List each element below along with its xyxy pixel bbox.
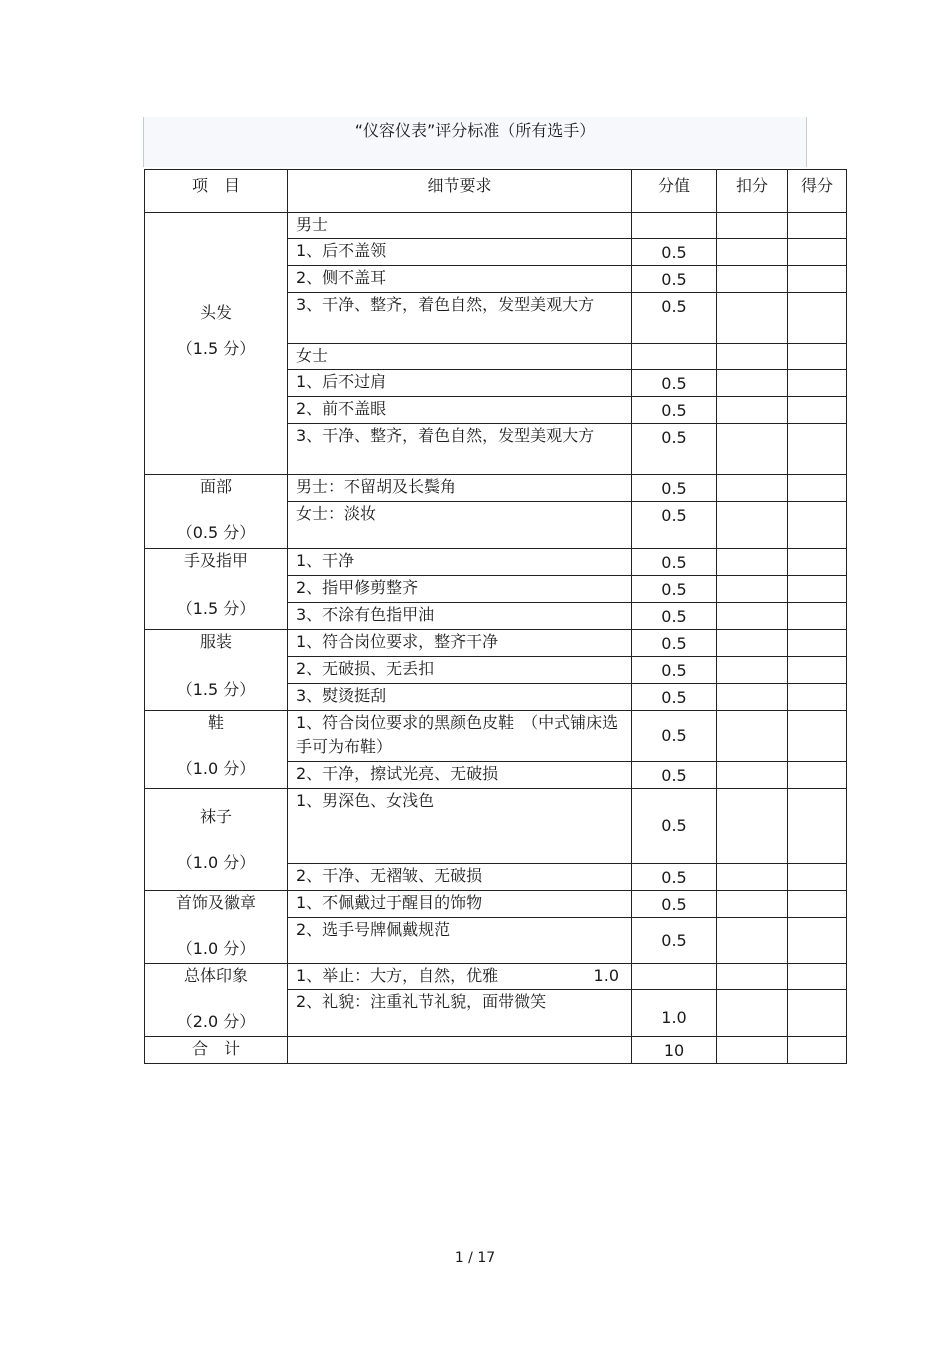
get-cell[interactable]: [788, 684, 847, 711]
detail-cell: [288, 1037, 632, 1064]
category-face: 面部 （0.5 分）: [145, 475, 288, 549]
header-get: 得分: [788, 170, 847, 213]
deduct-cell[interactable]: [717, 293, 788, 344]
score-cell: 0.5: [632, 576, 717, 603]
score-cell: 0.5: [632, 239, 717, 266]
deduct-cell[interactable]: [717, 990, 788, 1037]
detail-cell: 2、侧不盖耳: [288, 266, 632, 293]
score-cell: 0.5: [632, 603, 717, 630]
get-cell[interactable]: [788, 964, 847, 990]
total-label: 合 计: [145, 1037, 288, 1064]
get-cell[interactable]: [788, 239, 847, 266]
table-row: [145, 711, 847, 762]
deduct-cell[interactable]: [717, 684, 788, 711]
get-cell[interactable]: [788, 603, 847, 630]
get-cell[interactable]: [788, 576, 847, 603]
score-cell: 1.0: [632, 990, 717, 1037]
deduct-cell[interactable]: [717, 603, 788, 630]
score-cell: 0.5: [632, 864, 717, 891]
detail-cell: 2、指甲修剪整齐: [288, 576, 632, 603]
score-cell: 0.5: [632, 684, 717, 711]
table-row-total: [145, 1037, 847, 1064]
score-cell: 0.5: [632, 657, 717, 684]
get-cell[interactable]: [788, 293, 847, 344]
detail-cell: 女士：淡妆: [288, 502, 632, 549]
deduct-cell[interactable]: [717, 213, 788, 239]
deduct-cell[interactable]: [717, 266, 788, 293]
score-cell: 0.5: [632, 918, 717, 964]
score-cell: 0.5: [632, 630, 717, 657]
score-cell: 0.5: [632, 397, 717, 424]
table-row: [145, 789, 847, 864]
deduct-cell[interactable]: [717, 762, 788, 789]
get-cell[interactable]: [788, 630, 847, 657]
inline-score: 1.0: [593, 966, 619, 985]
detail-cell: 3、不涂有色指甲油: [288, 603, 632, 630]
get-cell[interactable]: [788, 657, 847, 684]
category-overall: 总体印象 （2.0 分）: [145, 964, 288, 1037]
get-cell[interactable]: [788, 711, 847, 762]
deduct-cell[interactable]: [717, 576, 788, 603]
detail-cell: 女士: [288, 344, 632, 370]
detail-cell: 3、干净、整齐，着色自然，发型美观大方: [288, 293, 632, 344]
category-clothes: 服装 （1.5 分）: [145, 630, 288, 711]
score-cell: [632, 213, 717, 239]
deduct-cell[interactable]: [717, 891, 788, 918]
get-cell[interactable]: [788, 762, 847, 789]
score-cell: 0.5: [632, 370, 717, 397]
score-cell: [632, 964, 717, 990]
deduct-cell[interactable]: [717, 475, 788, 502]
title-box: [143, 117, 807, 167]
score-cell: 0.5: [632, 549, 717, 576]
deduct-cell[interactable]: [717, 397, 788, 424]
detail-cell: 2、干净、无褶皱、无破损: [288, 864, 632, 891]
get-cell[interactable]: [788, 891, 847, 918]
detail-cell: 男士：不留胡及长鬓角: [288, 475, 632, 502]
score-cell: 0.5: [632, 293, 717, 344]
table-row: [145, 213, 847, 239]
deduct-cell[interactable]: [717, 502, 788, 549]
detail-cell: 1、后不过肩: [288, 370, 632, 397]
detail-cell: 1、符合岗位要求的黑颜色皮鞋 （中式铺床选手可为布鞋）: [288, 711, 632, 762]
get-cell[interactable]: [788, 990, 847, 1037]
get-cell[interactable]: [788, 344, 847, 370]
score-table: [144, 169, 847, 1064]
detail-cell: 2、选手号牌佩戴规范: [288, 918, 632, 964]
score-cell: 0.5: [632, 891, 717, 918]
header-deduct: 扣分: [717, 170, 788, 213]
deduct-cell[interactable]: [717, 549, 788, 576]
page-number: 1 / 17: [454, 1250, 496, 1266]
deduct-cell[interactable]: [717, 964, 788, 990]
header-item: 项 目: [145, 170, 288, 213]
score-cell: 0.5: [632, 502, 717, 549]
score-cell: 0.5: [632, 711, 717, 762]
deduct-cell[interactable]: [717, 657, 788, 684]
get-cell[interactable]: [788, 789, 847, 864]
deduct-cell[interactable]: [717, 1037, 788, 1064]
table-row: [145, 549, 847, 576]
table-row: [145, 891, 847, 918]
detail-cell: 1、不佩戴过于醒目的饰物: [288, 891, 632, 918]
get-cell[interactable]: [788, 918, 847, 964]
category-shoes: 鞋 （1.0 分）: [145, 711, 288, 789]
score-cell: 0.5: [632, 266, 717, 293]
detail-cell: 1、后不盖领: [288, 239, 632, 266]
get-cell[interactable]: [788, 864, 847, 891]
header-score: 分值: [632, 170, 717, 213]
detail-cell: 1、男深色、女浅色: [288, 789, 632, 864]
score-cell: [632, 344, 717, 370]
deduct-cell[interactable]: [717, 424, 788, 475]
deduct-cell[interactable]: [717, 864, 788, 891]
get-cell[interactable]: [788, 502, 847, 549]
detail-cell: 3、熨烫挺刮: [288, 684, 632, 711]
total-value: 10: [632, 1037, 717, 1064]
get-cell[interactable]: [788, 424, 847, 475]
detail-cell: 1、干净: [288, 549, 632, 576]
score-cell: 0.5: [632, 424, 717, 475]
header-detail: 细节要求: [288, 170, 632, 213]
table-row: [145, 475, 847, 502]
get-cell[interactable]: [788, 213, 847, 239]
score-cell: 0.5: [632, 762, 717, 789]
detail-cell: 1、符合岗位要求，整齐干净: [288, 630, 632, 657]
category-hands: 手及指甲 （1.5 分）: [145, 549, 288, 630]
table-header-row: [145, 170, 847, 213]
detail-cell: 2、前不盖眼: [288, 397, 632, 424]
table-row: [145, 630, 847, 657]
category-hair: 头发 （1.5 分）: [145, 213, 288, 475]
score-cell: 0.5: [632, 789, 717, 864]
score-cell: 0.5: [632, 475, 717, 502]
deduct-cell[interactable]: [717, 789, 788, 864]
get-cell[interactable]: [788, 370, 847, 397]
detail-cell: 男士: [288, 213, 632, 239]
detail-cell: 2、干净，擦试光亮、无破损: [288, 762, 632, 789]
category-jewelry: 首饰及徽章 （1.0 分）: [145, 891, 288, 964]
get-cell[interactable]: [788, 1037, 847, 1064]
detail-text: 1、举止：大方，自然，优雅: [296, 966, 499, 985]
detail-cell: [288, 964, 632, 990]
page-title: “仪容仪表”评分标准（所有选手）: [354, 121, 596, 140]
get-cell[interactable]: [788, 266, 847, 293]
get-cell[interactable]: [788, 549, 847, 576]
deduct-cell[interactable]: [717, 239, 788, 266]
deduct-cell[interactable]: [717, 370, 788, 397]
category-socks: 袜子 （1.0 分）: [145, 789, 288, 891]
get-cell[interactable]: [788, 397, 847, 424]
deduct-cell[interactable]: [717, 344, 788, 370]
detail-cell: 2、无破损、无丢扣: [288, 657, 632, 684]
get-cell[interactable]: [788, 475, 847, 502]
deduct-cell[interactable]: [717, 918, 788, 964]
detail-cell: 3、干净、整齐，着色自然，发型美观大方: [288, 424, 632, 475]
table-row: [145, 964, 847, 990]
deduct-cell[interactable]: [717, 711, 788, 762]
deduct-cell[interactable]: [717, 630, 788, 657]
detail-cell: 2、礼貌：注重礼节礼貌，面带微笑: [288, 990, 632, 1037]
